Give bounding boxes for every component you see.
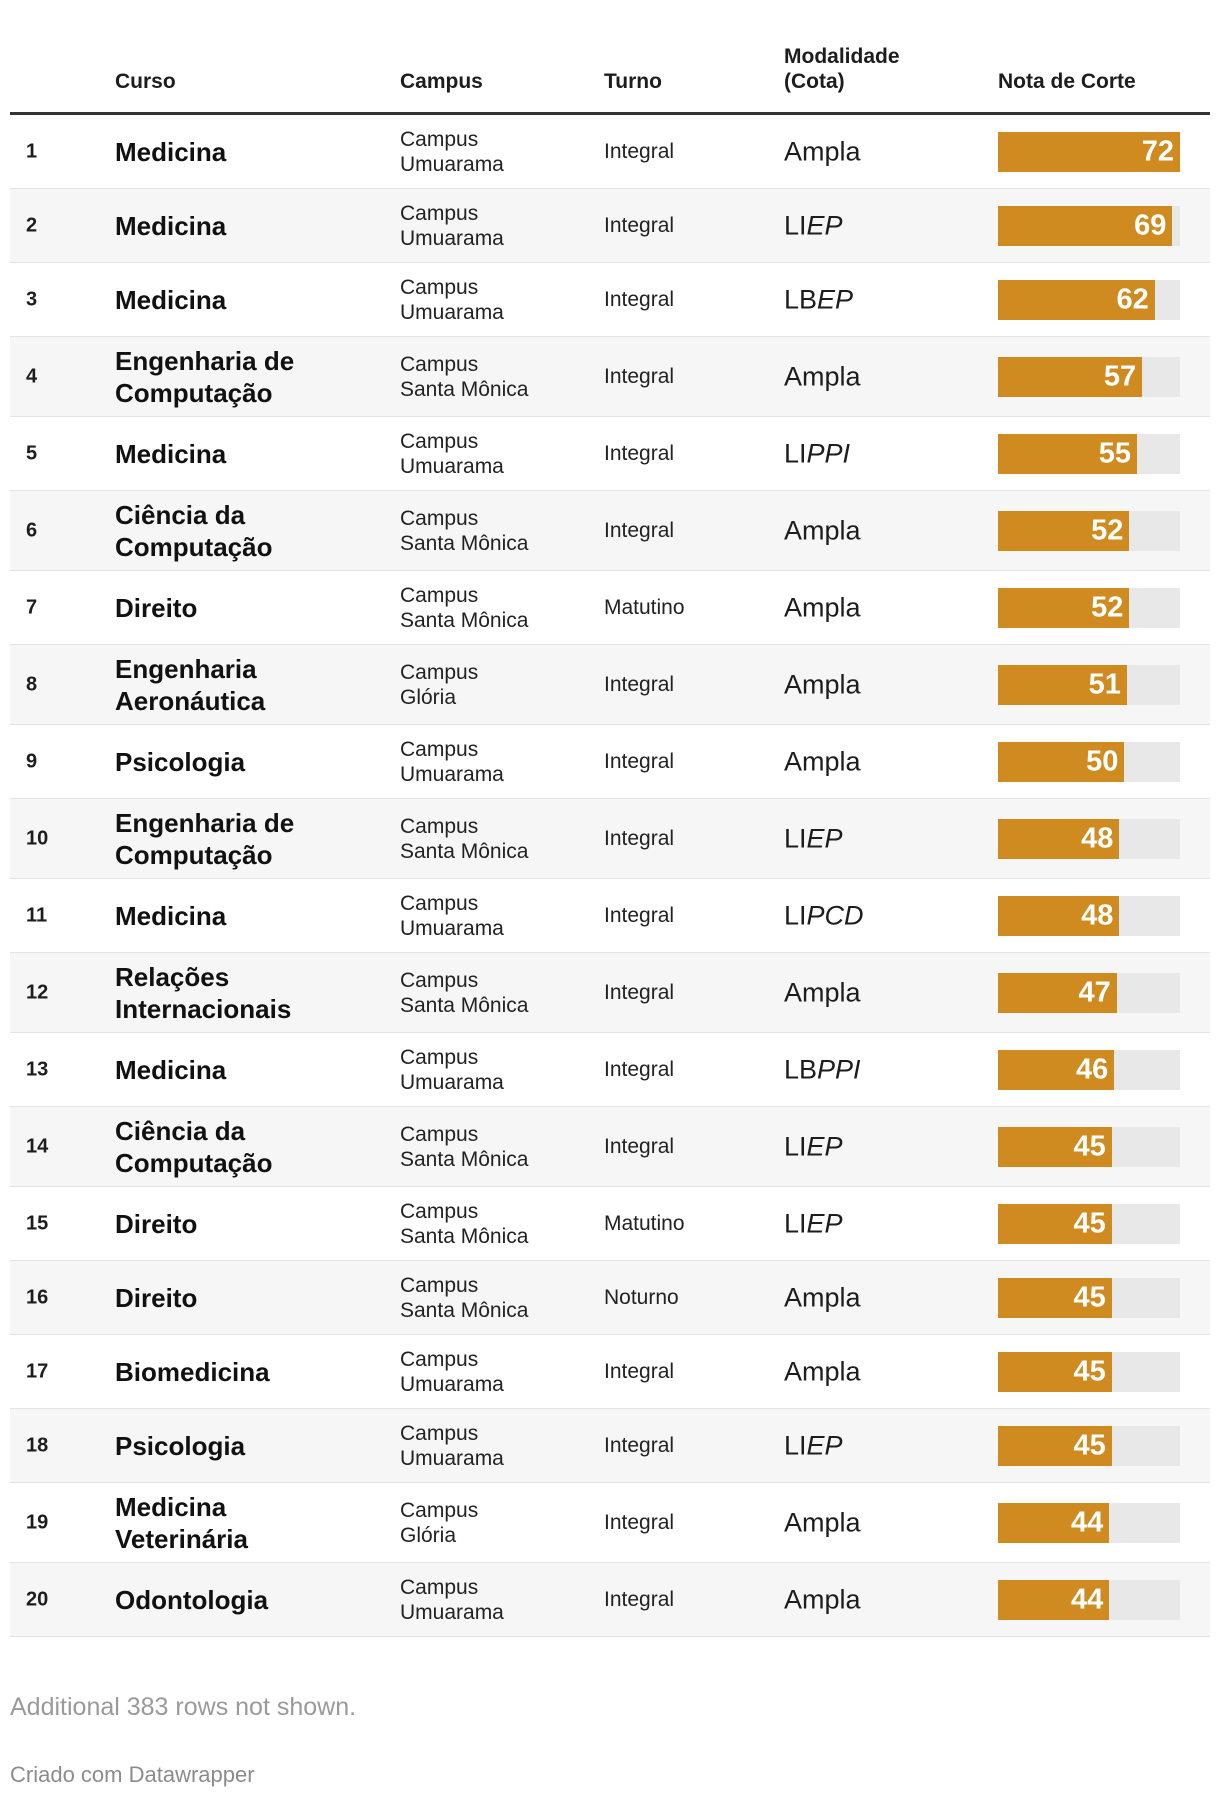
score-bar (998, 588, 1129, 628)
score-label: 69 (1134, 209, 1167, 241)
score-bar (998, 665, 1127, 705)
row-turno: Integral (604, 826, 675, 850)
modalidade-prefix: LI (784, 1208, 807, 1238)
row-rank: 15 (26, 1212, 49, 1234)
row-turno: Integral (604, 518, 675, 542)
score-bar-track (998, 588, 1180, 628)
score-bar-track (998, 819, 1180, 859)
score-bar (998, 973, 1117, 1013)
score-bar (998, 1580, 1109, 1620)
row-modalidade (784, 900, 864, 931)
modalidade-prefix: Ampla (784, 592, 861, 622)
modalidade-suffix: EP (806, 210, 843, 240)
row-course: Direito (115, 1208, 198, 1239)
table-row (10, 1261, 1210, 1335)
score-bar-track (998, 896, 1180, 936)
table-row (10, 115, 1210, 189)
modalidade-suffix: EP (806, 1131, 843, 1161)
score-bar-track (998, 1352, 1180, 1392)
row-modalidade (784, 284, 853, 315)
row-turno: Integral (604, 672, 675, 696)
row-modalidade (784, 361, 861, 392)
row-campus: Campus Santa Mônica (400, 506, 529, 555)
row-campus: Campus Umuarama (400, 275, 504, 324)
score-bar-track (998, 434, 1180, 474)
modalidade-prefix: LB (784, 1054, 818, 1084)
row-rank: 2 (26, 214, 38, 236)
row-turno: Matutino (604, 1211, 685, 1235)
score-bar (998, 1426, 1112, 1466)
row-turno: Integral (604, 903, 675, 927)
score-bar-track (998, 742, 1180, 782)
row-rank: 19 (26, 1511, 49, 1533)
row-turno: Integral (604, 1134, 675, 1158)
row-campus: Campus Santa Mônica (400, 352, 529, 401)
row-turno: Integral (604, 287, 675, 311)
row-rank: 13 (26, 1058, 49, 1080)
row-turno: Integral (604, 139, 675, 163)
row-course: Medicina (115, 1054, 227, 1085)
score-bar (998, 1352, 1112, 1392)
row-modalidade (784, 1584, 861, 1615)
row-course: Direito (115, 1282, 198, 1313)
modalidade-prefix: LI (784, 1430, 807, 1460)
header-nota[interactable]: Nota de Corte (998, 70, 1136, 93)
score-bar (998, 1278, 1112, 1318)
score-bar (998, 206, 1172, 246)
row-course: Relações Internacionais (115, 961, 292, 1024)
header-modalidade[interactable]: Modalidade (Cota) (784, 45, 900, 93)
modalidade-suffix: PCD (806, 900, 864, 930)
ranking-table (10, 0, 1210, 1637)
row-campus: Campus Umuarama (400, 1045, 504, 1094)
table-row (10, 1033, 1210, 1107)
score-bar-track (998, 1127, 1180, 1167)
table-row (10, 799, 1210, 879)
row-rank: 18 (26, 1434, 49, 1456)
row-modalidade (784, 1356, 861, 1387)
header-turno[interactable]: Turno (604, 70, 662, 93)
row-campus: Campus Umuarama (400, 127, 504, 176)
modalidade-suffix: PPI (817, 1054, 861, 1084)
row-turno: Integral (604, 1433, 675, 1457)
score-bar (998, 1204, 1112, 1244)
modalidade-prefix: Ampla (784, 669, 861, 699)
score-bar-track (998, 206, 1180, 246)
row-turno: Integral (604, 1359, 675, 1383)
row-course: Medicina (115, 136, 227, 167)
row-turno: Matutino (604, 595, 685, 619)
row-rank: 4 (26, 365, 38, 387)
modalidade-suffix: EP (817, 284, 854, 314)
score-bar (998, 819, 1119, 859)
row-rank: 3 (26, 288, 38, 310)
modalidade-prefix: Ampla (784, 515, 861, 545)
score-label: 72 (1141, 135, 1174, 167)
score-label: 46 (1076, 1053, 1109, 1085)
score-bar (998, 896, 1119, 936)
row-modalidade (784, 592, 861, 623)
table-body (10, 115, 1210, 1637)
row-course: Medicina (115, 284, 227, 315)
row-course: Engenharia Aeronáutica (115, 653, 266, 716)
score-bar (998, 132, 1180, 172)
modalidade-prefix: LB (784, 284, 818, 314)
row-course: Medicina (115, 210, 227, 241)
score-bar-track (998, 665, 1180, 705)
row-rank: 1 (26, 140, 38, 162)
row-modalidade (784, 746, 861, 777)
modalidade-prefix: LI (784, 823, 807, 853)
row-campus: Campus Glória (400, 660, 479, 709)
row-turno: Integral (604, 1510, 675, 1534)
score-bar-track (998, 1503, 1180, 1543)
row-modalidade (784, 1131, 843, 1162)
row-campus: Campus Santa Mônica (400, 1122, 529, 1171)
score-label: 45 (1073, 1355, 1106, 1387)
datawrapper-credit: Criado com Datawrapper (10, 1762, 255, 1787)
row-campus: Campus Umuarama (400, 737, 504, 786)
score-label: 52 (1091, 591, 1124, 623)
table-row (10, 1187, 1210, 1261)
score-bar-track (998, 280, 1180, 320)
row-course: Odontologia (115, 1584, 269, 1615)
score-bar (998, 1127, 1112, 1167)
row-turno: Integral (604, 980, 675, 1004)
table-row (10, 725, 1210, 799)
row-rank: 16 (26, 1286, 49, 1308)
row-course: Medicina Veterinária (115, 1491, 248, 1554)
table-row (10, 645, 1210, 725)
score-bar-track (998, 1426, 1180, 1466)
table-row (10, 189, 1210, 263)
modalidade-prefix: Ampla (784, 136, 861, 166)
header-campus[interactable]: Campus (400, 70, 483, 93)
score-label: 47 (1078, 976, 1111, 1008)
modalidade-prefix: LI (784, 210, 807, 240)
score-bar-track (998, 357, 1180, 397)
row-campus: Campus Umuarama (400, 1575, 504, 1624)
row-campus: Campus Umuarama (400, 201, 504, 250)
modalidade-prefix: LI (784, 1131, 807, 1161)
modalidade-suffix: EP (806, 823, 843, 853)
score-bar (998, 511, 1129, 551)
row-modalidade (784, 1430, 843, 1461)
score-bar (998, 1503, 1109, 1543)
row-rank: 8 (26, 673, 38, 695)
score-label: 45 (1073, 1429, 1106, 1461)
row-turno: Integral (604, 441, 675, 465)
row-course: Direito (115, 592, 198, 623)
row-campus: Campus Umuarama (400, 1421, 504, 1470)
row-course: Medicina (115, 900, 227, 931)
score-bar (998, 280, 1155, 320)
modalidade-prefix: LI (784, 900, 807, 930)
score-bar-track (998, 973, 1180, 1013)
header-course[interactable]: Curso (115, 70, 176, 93)
modalidade-suffix: EP (806, 1430, 843, 1460)
score-label: 48 (1081, 822, 1114, 854)
row-modalidade (784, 1208, 843, 1239)
row-course: Psicologia (115, 746, 246, 777)
row-campus: Campus Umuarama (400, 429, 504, 478)
row-course: Ciência da Computação (115, 499, 273, 562)
score-label: 48 (1081, 899, 1114, 931)
table-row (10, 953, 1210, 1033)
row-campus: Campus Santa Mônica (400, 968, 529, 1017)
score-bar-track (998, 511, 1180, 551)
modalidade-prefix: Ampla (784, 1584, 861, 1614)
score-label: 55 (1098, 437, 1132, 469)
table-row (10, 1483, 1210, 1563)
row-course: Ciência da Computação (115, 1115, 273, 1178)
score-label: 44 (1070, 1583, 1104, 1615)
table-row (10, 1563, 1210, 1637)
modalidade-prefix: Ampla (784, 977, 861, 1007)
modalidade-prefix: Ampla (784, 1282, 861, 1312)
score-label: 52 (1091, 514, 1124, 546)
row-modalidade (784, 438, 850, 469)
row-modalidade (784, 977, 861, 1008)
row-rank: 6 (26, 519, 38, 541)
row-modalidade (784, 1282, 861, 1313)
score-bar-track (998, 1580, 1180, 1620)
row-modalidade (784, 210, 843, 241)
row-turno: Integral (604, 1587, 675, 1611)
table-row (10, 1107, 1210, 1187)
row-course: Medicina (115, 438, 227, 469)
score-label: 45 (1073, 1130, 1106, 1162)
row-course: Engenharia de Computação (115, 807, 295, 870)
score-bar-track (998, 1204, 1180, 1244)
row-campus: Campus Umuarama (400, 1347, 504, 1396)
table-row (10, 879, 1210, 953)
row-modalidade (784, 669, 861, 700)
row-campus: Campus Santa Mônica (400, 1199, 529, 1248)
score-label: 57 (1103, 360, 1137, 392)
row-rank: 17 (26, 1360, 49, 1382)
modalidade-prefix: Ampla (784, 746, 861, 776)
modalidade-suffix: EP (806, 1208, 843, 1238)
row-rank: 5 (26, 442, 38, 464)
row-modalidade (784, 515, 861, 546)
table-row (10, 491, 1210, 571)
row-turno: Integral (604, 749, 675, 773)
row-campus: Campus Santa Mônica (400, 1273, 529, 1322)
row-rank: 7 (26, 596, 38, 618)
score-label: 62 (1116, 283, 1149, 315)
row-campus: Campus Santa Mônica (400, 814, 529, 863)
row-modalidade (784, 1054, 861, 1085)
row-course: Biomedicina (115, 1356, 270, 1387)
score-bar (998, 357, 1142, 397)
row-course: Psicologia (115, 1430, 246, 1461)
row-turno: Integral (604, 1057, 675, 1081)
score-label: 45 (1073, 1207, 1106, 1239)
modalidade-suffix: PPI (806, 438, 851, 468)
score-bar (998, 1050, 1114, 1090)
row-rank: 10 (26, 827, 49, 849)
modalidade-prefix: Ampla (784, 1356, 861, 1386)
row-rank: 14 (26, 1135, 49, 1157)
table-row (10, 571, 1210, 645)
row-campus: Campus Umuarama (400, 891, 504, 940)
table-row (10, 1409, 1210, 1483)
row-campus: Campus Santa Mônica (400, 583, 529, 632)
rows-not-shown-note: Additional 383 rows not shown. (10, 1693, 357, 1721)
score-label: 45 (1073, 1281, 1106, 1313)
row-rank: 12 (26, 981, 49, 1003)
score-bar (998, 742, 1124, 782)
score-bar (998, 434, 1137, 474)
row-modalidade (784, 136, 861, 167)
score-bar-track (998, 1050, 1180, 1090)
table-row (10, 263, 1210, 337)
modalidade-prefix: Ampla (784, 1507, 861, 1537)
score-label: 51 (1088, 668, 1121, 700)
row-modalidade (784, 823, 843, 854)
row-turno: Noturno (604, 1285, 679, 1309)
score-label: 50 (1086, 745, 1119, 777)
modalidade-prefix: LI (784, 438, 807, 468)
table-row (10, 417, 1210, 491)
score-bar-track (998, 132, 1180, 172)
table-header (10, 0, 1210, 115)
modalidade-prefix: Ampla (784, 361, 861, 391)
row-rank: 9 (26, 750, 38, 772)
row-turno: Integral (604, 213, 675, 237)
row-campus: Campus Glória (400, 1498, 479, 1547)
table-row (10, 1335, 1210, 1409)
row-modalidade (784, 1507, 861, 1538)
row-rank: 11 (26, 904, 48, 926)
score-label: 44 (1070, 1506, 1104, 1538)
score-bar-track (998, 1278, 1180, 1318)
table-row (10, 337, 1210, 417)
row-rank: 20 (26, 1588, 49, 1610)
row-turno: Integral (604, 364, 675, 388)
row-course: Engenharia de Computação (115, 345, 295, 408)
